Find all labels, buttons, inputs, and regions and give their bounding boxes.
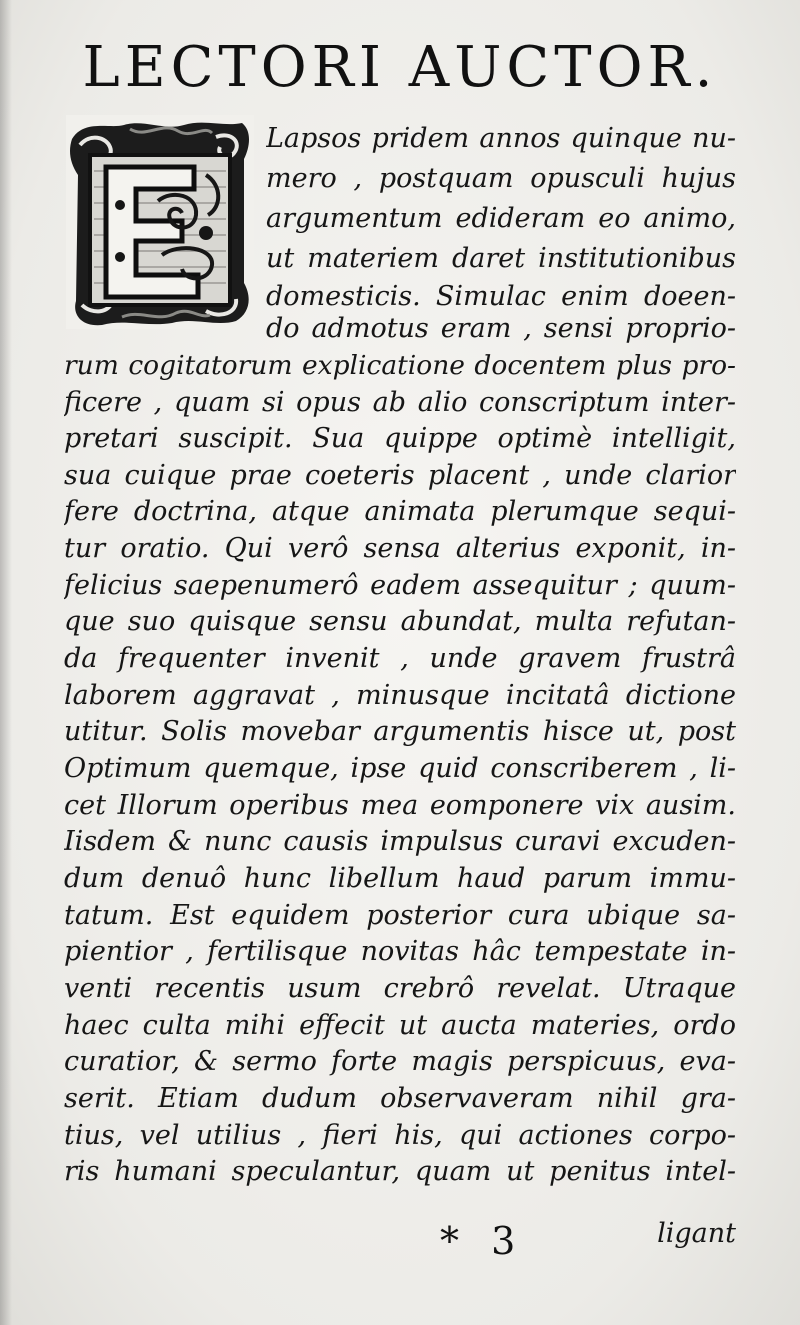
text-line: serit. Etiam dudum observaveram nihil gra- [64, 1083, 736, 1114]
text-line: que suo quisque sensu abundat, multa refutan- [64, 606, 736, 637]
text-line: ut materiem daret institutionibus [266, 243, 736, 274]
text-line: ficere , quam si opus ab alio conscriptum inter- [64, 387, 736, 418]
text-line: do admotus eram , sensi proprio- [266, 313, 736, 344]
text-line: laborem aggravat , minusque incitatâ dictione [64, 680, 736, 711]
text-line: Optimum quemque, ipse quid conscriberem , li- [64, 753, 736, 784]
ornament-initial-icon [66, 115, 254, 329]
text-line: tur oratio. Qui verô sensa alterius exponit, in- [64, 533, 736, 564]
text-line: domesticis. Simulac enim doeen- [266, 281, 736, 312]
text-line: da frequenter invenit , unde gravem frustrâ [64, 643, 736, 674]
page-heading: LECTORI AUCTOR. [82, 35, 718, 100]
text-line: tius, vel utilius , fieri his, qui actiones corpo- [64, 1120, 736, 1151]
decorated-initial-e [66, 115, 254, 329]
text-line: sua cuique prae coeteris placent , unde clarior [64, 460, 736, 491]
text-line: curatior, & sermo forte magis perspicuus, eva- [64, 1046, 736, 1077]
text-line: utitur. Solis movebar argumentis hisce ut, post [64, 716, 736, 747]
text-line: fere doctrina, atque animata plerumque sequi- [64, 496, 736, 527]
page-edge-shadow [0, 0, 12, 1325]
text-line: mero , postquam opusculi hujus [266, 163, 736, 194]
text-line: Lapsos pridem annos quinque nu- [266, 123, 736, 154]
text-line: cet Illorum operibus mea eomponere vix ausim. [64, 790, 736, 821]
text-line: rum cogitatorum explicatione docentem plus pro- [64, 350, 736, 381]
text-line: tatum. Est equidem posterior cura ubique sa- [64, 900, 736, 931]
text-line: pientior , fertilisque novitas hâc tempestate in- [64, 936, 736, 967]
text-line: felicius saepenumerô eadem assequitur ; quum- [64, 570, 736, 601]
text-line: Iisdem & nunc causis impulsus curavi excuden- [64, 826, 736, 857]
text-line: haec culta mihi effecit ut aucta materies, ordo [64, 1010, 736, 1041]
text-line: pretari suscipit. Sua quippe optimè intelligit, [64, 423, 736, 454]
text-line: ris humani speculantur, quam ut penitus intel- [64, 1156, 736, 1187]
text-line: dum denuô hunc libellum haud parum immu- [64, 863, 736, 894]
signature-mark: * 3 [440, 1219, 526, 1263]
catchword: ligant [657, 1218, 736, 1249]
text-line: venti recentis usum crebrô revelat. Utraque [64, 973, 736, 1004]
text-line: argumentum edideram eo animo, [266, 203, 736, 234]
